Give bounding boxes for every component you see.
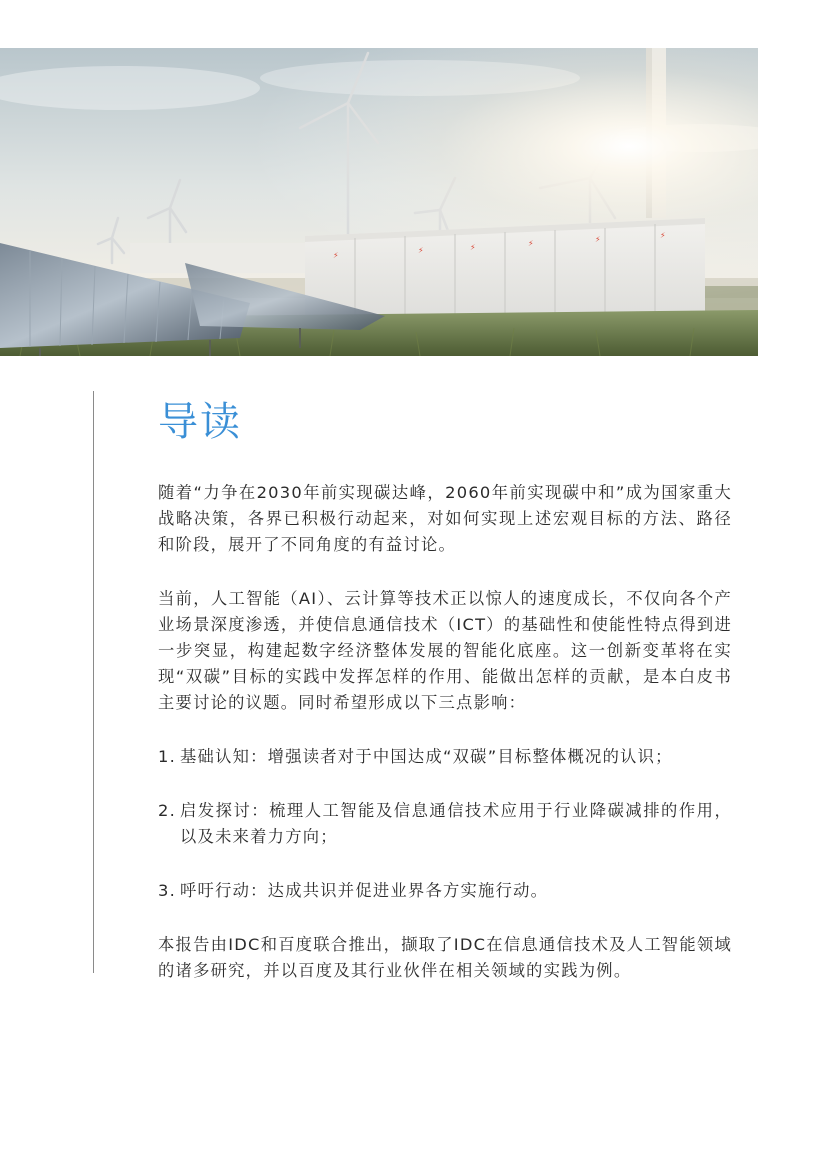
svg-text:⚡: ⚡ <box>418 246 424 255</box>
intro-content <box>158 480 732 1012</box>
svg-text:⚡: ⚡ <box>333 251 339 260</box>
svg-text:⚡: ⚡ <box>470 243 476 252</box>
svg-text:⚡: ⚡ <box>595 235 601 244</box>
list-number: 1. <box>158 747 177 766</box>
list-text: 启发探讨：梳理人工智能及信息通信技术应用于行业降碳减排的作用，以及未来着力方向； <box>180 801 732 846</box>
hero-image <box>0 48 758 356</box>
list-number: 2. <box>158 801 177 820</box>
list-text: 呼吁行动：达成共识并促进业界各方实施行动。 <box>180 881 549 900</box>
list-item <box>158 798 732 850</box>
page-title: 导读 <box>158 399 242 445</box>
intro-paragraph-1: 随着“力争在2030年前实现碳达峰，2060年前实现碳中和”成为国家重大战略决策，各界已积极行动起来，对如何实现上述宏观目标的方法、路径和阶段，展开了不同角度的有益讨论。 <box>158 483 732 554</box>
list-item <box>158 878 732 904</box>
side-rule <box>93 391 94 973</box>
list-text: 基础认知：增强读者对于中国达成“双碳”目标整体概况的认识； <box>180 747 673 766</box>
svg-text:⚡: ⚡ <box>660 231 666 240</box>
intro-paragraph-2: 当前，人工智能（AI）、云计算等技术正以惊人的速度成长，不仅向各个产业场景深度渗透，并使信息通信技术（ICT）的基础性和使能性特点得到进一步突显，构建起数字经济整体发展的智能化底座。这一创新变革将在实现“双碳”目标的实践中发挥怎样的作用、能做出怎样的贡献，是本白皮书主要讨论的议题。同时希望形成以下三点影响： <box>158 589 732 712</box>
svg-text:⚡: ⚡ <box>528 239 534 248</box>
list-number: 3. <box>158 881 177 900</box>
list-item <box>158 744 732 770</box>
closing-paragraph: 本报告由IDC和百度联合推出，撷取了IDC在信息通信技术及人工智能领域的诸多研究，并以百度及其行业伙伴在相关领域的实践为例。 <box>158 935 732 980</box>
